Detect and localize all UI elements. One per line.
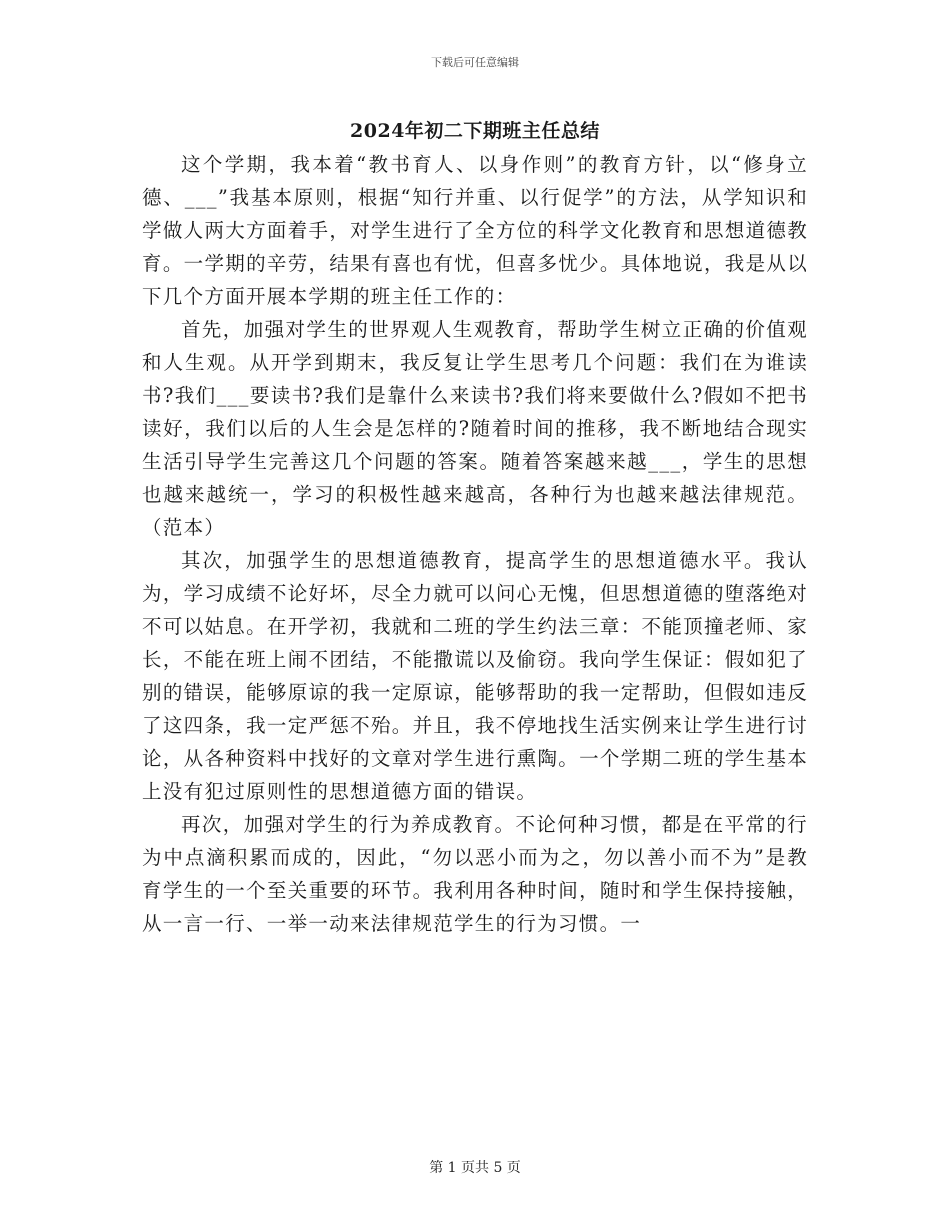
header-note: 下载后可任意编辑 bbox=[431, 56, 519, 69]
paragraph-2: 首先，加强对学生的世界观人生观教育，帮助学生树立正确的价值观和人生观。从开学到期末，我反复让学生思考几个问题：我们在为谁读书?我们___要读书?我们是靠什么来读书?我们将来要做什么?假如不把书读好，我们以后的人生会是怎样的?随着时间的推移，我不断地结合现实生活引导学生完善这几个问题的答案。随着答案越来越___，学生的思想也越来越统一，学习的积极性越来越高，各种行为也越来越法律规范。（范本） bbox=[142, 318, 808, 539]
document-title: 2024年初二下期班主任总结 bbox=[350, 120, 600, 142]
paragraph-1: 这个学期，我本着“教书育人、以身作则”的教育方针，以“修身立德、___”我基本原则，根据“知行并重、以行促学”的方法，从学知识和学做人两大方面着手，对学生进行了全方位的科学文化教育和思想道德教育。一学期的辛劳，结果有喜也有忧，但喜多忧少。具体地说，我是从以下几个方面开展本学期的班主任工作的： bbox=[142, 153, 808, 308]
paragraph-3: 其次，加强学生的思想道德教育，提高学生的思想道德水平。我认为，学习成绩不论好坏，尽全力就可以问心无愧，但思想道德的堕落绝对不可以姑息。在开学初，我就和二班的学生约法三章：不能顶撞老师、家长，不能在班上闹不团结，不能撒谎以及偷窃。我向学生保证：假如犯了别的错误，能够原谅的我一定原谅，能够帮助的我一定帮助，但假如违反了这四条，我一定严惩不殆。并且，我不停地找生活实例来让学生进行讨论，从各种资料中找好的文章对学生进行熏陶。一个学期二班的学生基本上没有犯过原则性的思想道德方面的错误。 bbox=[142, 549, 808, 803]
document-body bbox=[142, 148, 808, 940]
paragraph-4: 再次，加强对学生的行为养成教育。不论何种习惯，都是在平常的行为中点滴积累而成的，因此，“勿以恶小而为之，勿以善小而不为”是教育学生的一个至关重要的环节。我利用各种时间，随时和学生保持接触，从一言一行、一举一动来法律规范学生的行为习惯。一 bbox=[142, 813, 808, 935]
page-number: 第 1 页共 5 页 bbox=[429, 1160, 521, 1176]
